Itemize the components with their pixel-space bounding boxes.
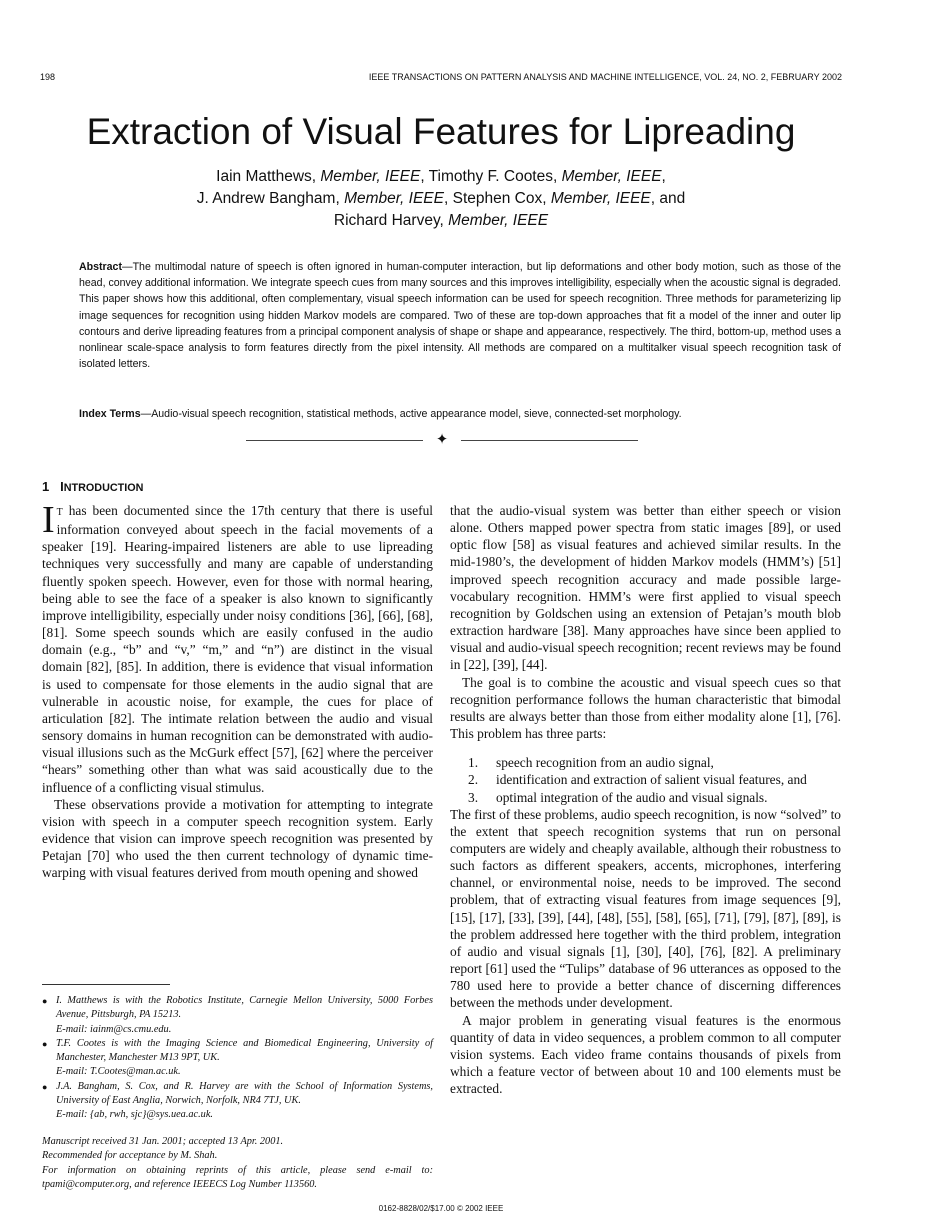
affiliation-item xyxy=(42,994,433,1037)
author-name: , Timothy F. Cootes, xyxy=(420,168,562,185)
affiliation-item xyxy=(42,1080,433,1123)
paragraph-text: has been documented since the 17th century that there is useful information conveyed about speech in the facial movements of a speaker [19]. Hearing-impaired listeners are able to use lipreading techniques very successfully and many are capable of understanding fluently spoken speech. However, even for those with normal hearing, being able to see the face of a speaker is also known to significantly improve intelligibility, especially under noisy conditions [36], [66], [68], [81]. Some speech sounds which are easily confused in the audio domain (e.g., “b” and “v,” “m,” and “n”) are distinct in the visual domain [82], [85]. In addition, there is evidence that visual information is used to compensate for those elements in the audio signal that are vulnerable in acoustic noise, for example, the cues for place of articulation [82]. The intimate relation between the audio and visual sensory domains in human recognition can be demonstrated with audio-visual illusions such as the McGurk effect [57], [62] where the perceiver “hears” something other than what was said acoustically due to the influence of a conflicting visual stimulus. xyxy=(42,503,433,795)
paper-title: Extraction of Visual Features for Lipreading xyxy=(86,111,796,152)
affiliation-item xyxy=(42,1037,433,1080)
bullet-icon: ● xyxy=(42,996,48,1006)
paragraph: that the audio-visual system was better than either speech or vision alone. Others mapped power spectra from static images [89], or used optic flow [58] as visual features and achieved similar results. In the mid-1980’s, the development of hidden Markov models (HMM’s) [51] improved speech recognition accuracy and made possible large-vocabulary recognition. HMM’s were first applied to visual speech recognition by Goldschen using an extension of Petajan’s mouth blob extraction hardware [38]. Many approaches have since been applied to visual and audio-visual speech recognition; recent reviews may be found in [22], [39], [44]. xyxy=(450,503,841,673)
index-terms-label: Index Terms xyxy=(79,408,141,420)
manuscript-info xyxy=(42,1135,433,1192)
affiliation-email: E-mail: iainm@cs.cmu.edu. xyxy=(56,1023,172,1035)
author-membership: Member, IEEE xyxy=(561,168,662,185)
paragraph: These observations provide a motivation for attempting to integrate vision with speech in a computer speech recognition system. Early evidence that vision can improve speech recognition was presented by Petajan [70] who used the then current technology of dynamic time-warping with visual features derived from mouth opening and showed xyxy=(42,796,433,881)
abstract-text: —The multimodal nature of speech is often ignored in human-computer interaction, but lip deformations and other body motion, such as those of the head, convey additional information. We integrate speech cues from many sources and this improves intelligibility, especially when the acoustic signal is degraded. This paper shows how this additional, often complementary, visual speech information can be used for speech recognition. Three methods for parameterizing lip image sequences for recognition using hidden Markov models are compared. Two of these are top-down approaches that fit a model of the inner and outer lip contours and derive lipreading features from a principal component analysis of shape or shape and appearance, respectively. The third, bottom-up, method uses a nonlinear scale-space analysis to form features directly from the pixel intensity. All methods are compared on a multitalker visual speech recognition task of isolated letters. xyxy=(79,261,841,371)
footnote-rule xyxy=(42,984,170,985)
paragraph: The goal is to combine the acoustic and visual speech cues so that recognition performance follows the human characteristic that bimodal results are always better than those from either modality alone [1], [76]. This problem has three parts: xyxy=(450,674,841,742)
index-terms-text: —Audio-visual speech recognition, statistical methods, active appearance model, sieve, connected-set morphology. xyxy=(140,408,682,420)
affiliation-email: E-mail: {ab, rwh, sjc}@sys.uea.ac.uk. xyxy=(56,1109,213,1121)
list-text: speech recognition from an audio signal, xyxy=(496,755,714,771)
list-number: 2. xyxy=(468,772,479,788)
author-membership: Member, IEEE xyxy=(550,190,651,207)
author-name: Iain Matthews, xyxy=(216,168,321,185)
numbered-list xyxy=(450,754,841,805)
drop-cap: I xyxy=(42,499,55,541)
paragraph: The first of these problems, audio speech recognition, is now “solved” to the extent that speech recognition systems that run on personal computers are widely and cheaply available, although their robustness to such factors as different speakers, accents, microphones, interfering channel, or environmental noise, needs to be improved. The second problem, that of extracting visual features from image sequences [9], [15], [17], [33], [39], [44], [48], [55], [58], [65], [71], [79], [87], [89], is the problem addressed here together with the third problem, integration of audio and visual signals [1], [30], [40], [76], [82]. A preliminary report [61] used the “Tulips” database of 96 utterances as opposed to the 780 used here to provide a better chance of discerning differences between the methods under development. xyxy=(450,806,841,1011)
list-text: identification and extraction of salient visual features, and xyxy=(496,772,807,788)
abstract xyxy=(79,259,841,372)
affiliation-email: E-mail: T.Cootes@man.ac.uk. xyxy=(56,1066,181,1078)
author-sep: , xyxy=(661,168,666,185)
author-name: Richard Harvey, xyxy=(333,212,449,229)
author-list xyxy=(0,166,882,232)
separator-line-left xyxy=(246,440,423,441)
bullet-icon: ● xyxy=(42,1038,48,1049)
section-title-initial: I xyxy=(60,479,64,494)
author-membership: Member, IEEE xyxy=(448,212,549,229)
affiliation-text: T.F. Cootes is with the Imaging Science and Biomedical Engineering, University of Manchester, Manchester M13 9PT, UK. xyxy=(56,1037,433,1064)
paragraph xyxy=(42,499,433,796)
index-terms xyxy=(79,406,841,422)
bullet-icon: ● xyxy=(42,1081,48,1092)
author-name: , Stephen Cox, xyxy=(444,190,551,207)
separator-star-icon: ✦ xyxy=(435,432,449,448)
author-affiliations xyxy=(42,994,433,1123)
affiliation-text: J.A. Bangham, S. Cox, and R. Harvey are with the School of Information Systems, University of East Anglia, Norwich, Norfolk, NR4 7TJ, UK. xyxy=(56,1080,433,1107)
paragraph: A major problem in generating visual features is the enormous quantity of data in video sequences, a problem common to all computer vision systems. Each video frame contains thousands of pixels from which a feature vector of between about 10 and 100 elements must be extracted. xyxy=(450,1012,841,1097)
author-line-2 xyxy=(0,188,882,210)
section-title-rest: NTRODUCTION xyxy=(63,482,144,494)
list-number: 1. xyxy=(468,755,479,771)
author-line-3 xyxy=(0,210,882,232)
affiliation-text: I. Matthews is with the Robotics Institute, Carnegie Mellon University, 5000 Forbes Avenue, Pittsburgh, PA 15213. xyxy=(56,995,433,1021)
manuscript-recommended: Recommended for acceptance by M. Shah. xyxy=(42,1150,218,1162)
journal-citation: IEEE TRANSACTIONS ON PATTERN ANALYSIS AND MACHINE INTELLIGENCE, VOL. 24, NO. 2, FEBRUARY 2002 xyxy=(368,72,842,82)
section-heading xyxy=(42,478,143,497)
list-text: optimal integration of the audio and visual signals. xyxy=(496,789,768,805)
separator-line-right xyxy=(461,440,638,441)
list-number: 3. xyxy=(468,789,479,805)
author-membership: Member, IEEE xyxy=(320,168,421,185)
reprints-info: For information on obtaining reprints of this article, please send e-mail to: tpami@computer.org, and reference IEEECS Log Number 113560. xyxy=(42,1164,433,1190)
author-name: J. Andrew Bangham, xyxy=(196,190,345,207)
list-item xyxy=(450,754,841,771)
small-caps-text: T xyxy=(56,507,63,518)
copyright-footer: 0162-8828/02/$17.00 © 2002 IEEE xyxy=(378,1204,504,1213)
list-item xyxy=(450,789,841,806)
section-separator xyxy=(246,432,638,450)
abstract-label: Abstract xyxy=(79,261,122,273)
page-number: 198 xyxy=(40,72,56,82)
manuscript-received: Manuscript received 31 Jan. 2001; accepted 13 Apr. 2001. xyxy=(42,1136,284,1147)
author-membership: Member, IEEE xyxy=(344,190,444,207)
right-column xyxy=(450,502,841,1097)
left-column xyxy=(42,499,433,881)
section-number: 1 xyxy=(42,479,50,494)
author-line-1 xyxy=(0,166,882,188)
list-item xyxy=(450,771,841,788)
author-sep: , and xyxy=(650,190,686,207)
